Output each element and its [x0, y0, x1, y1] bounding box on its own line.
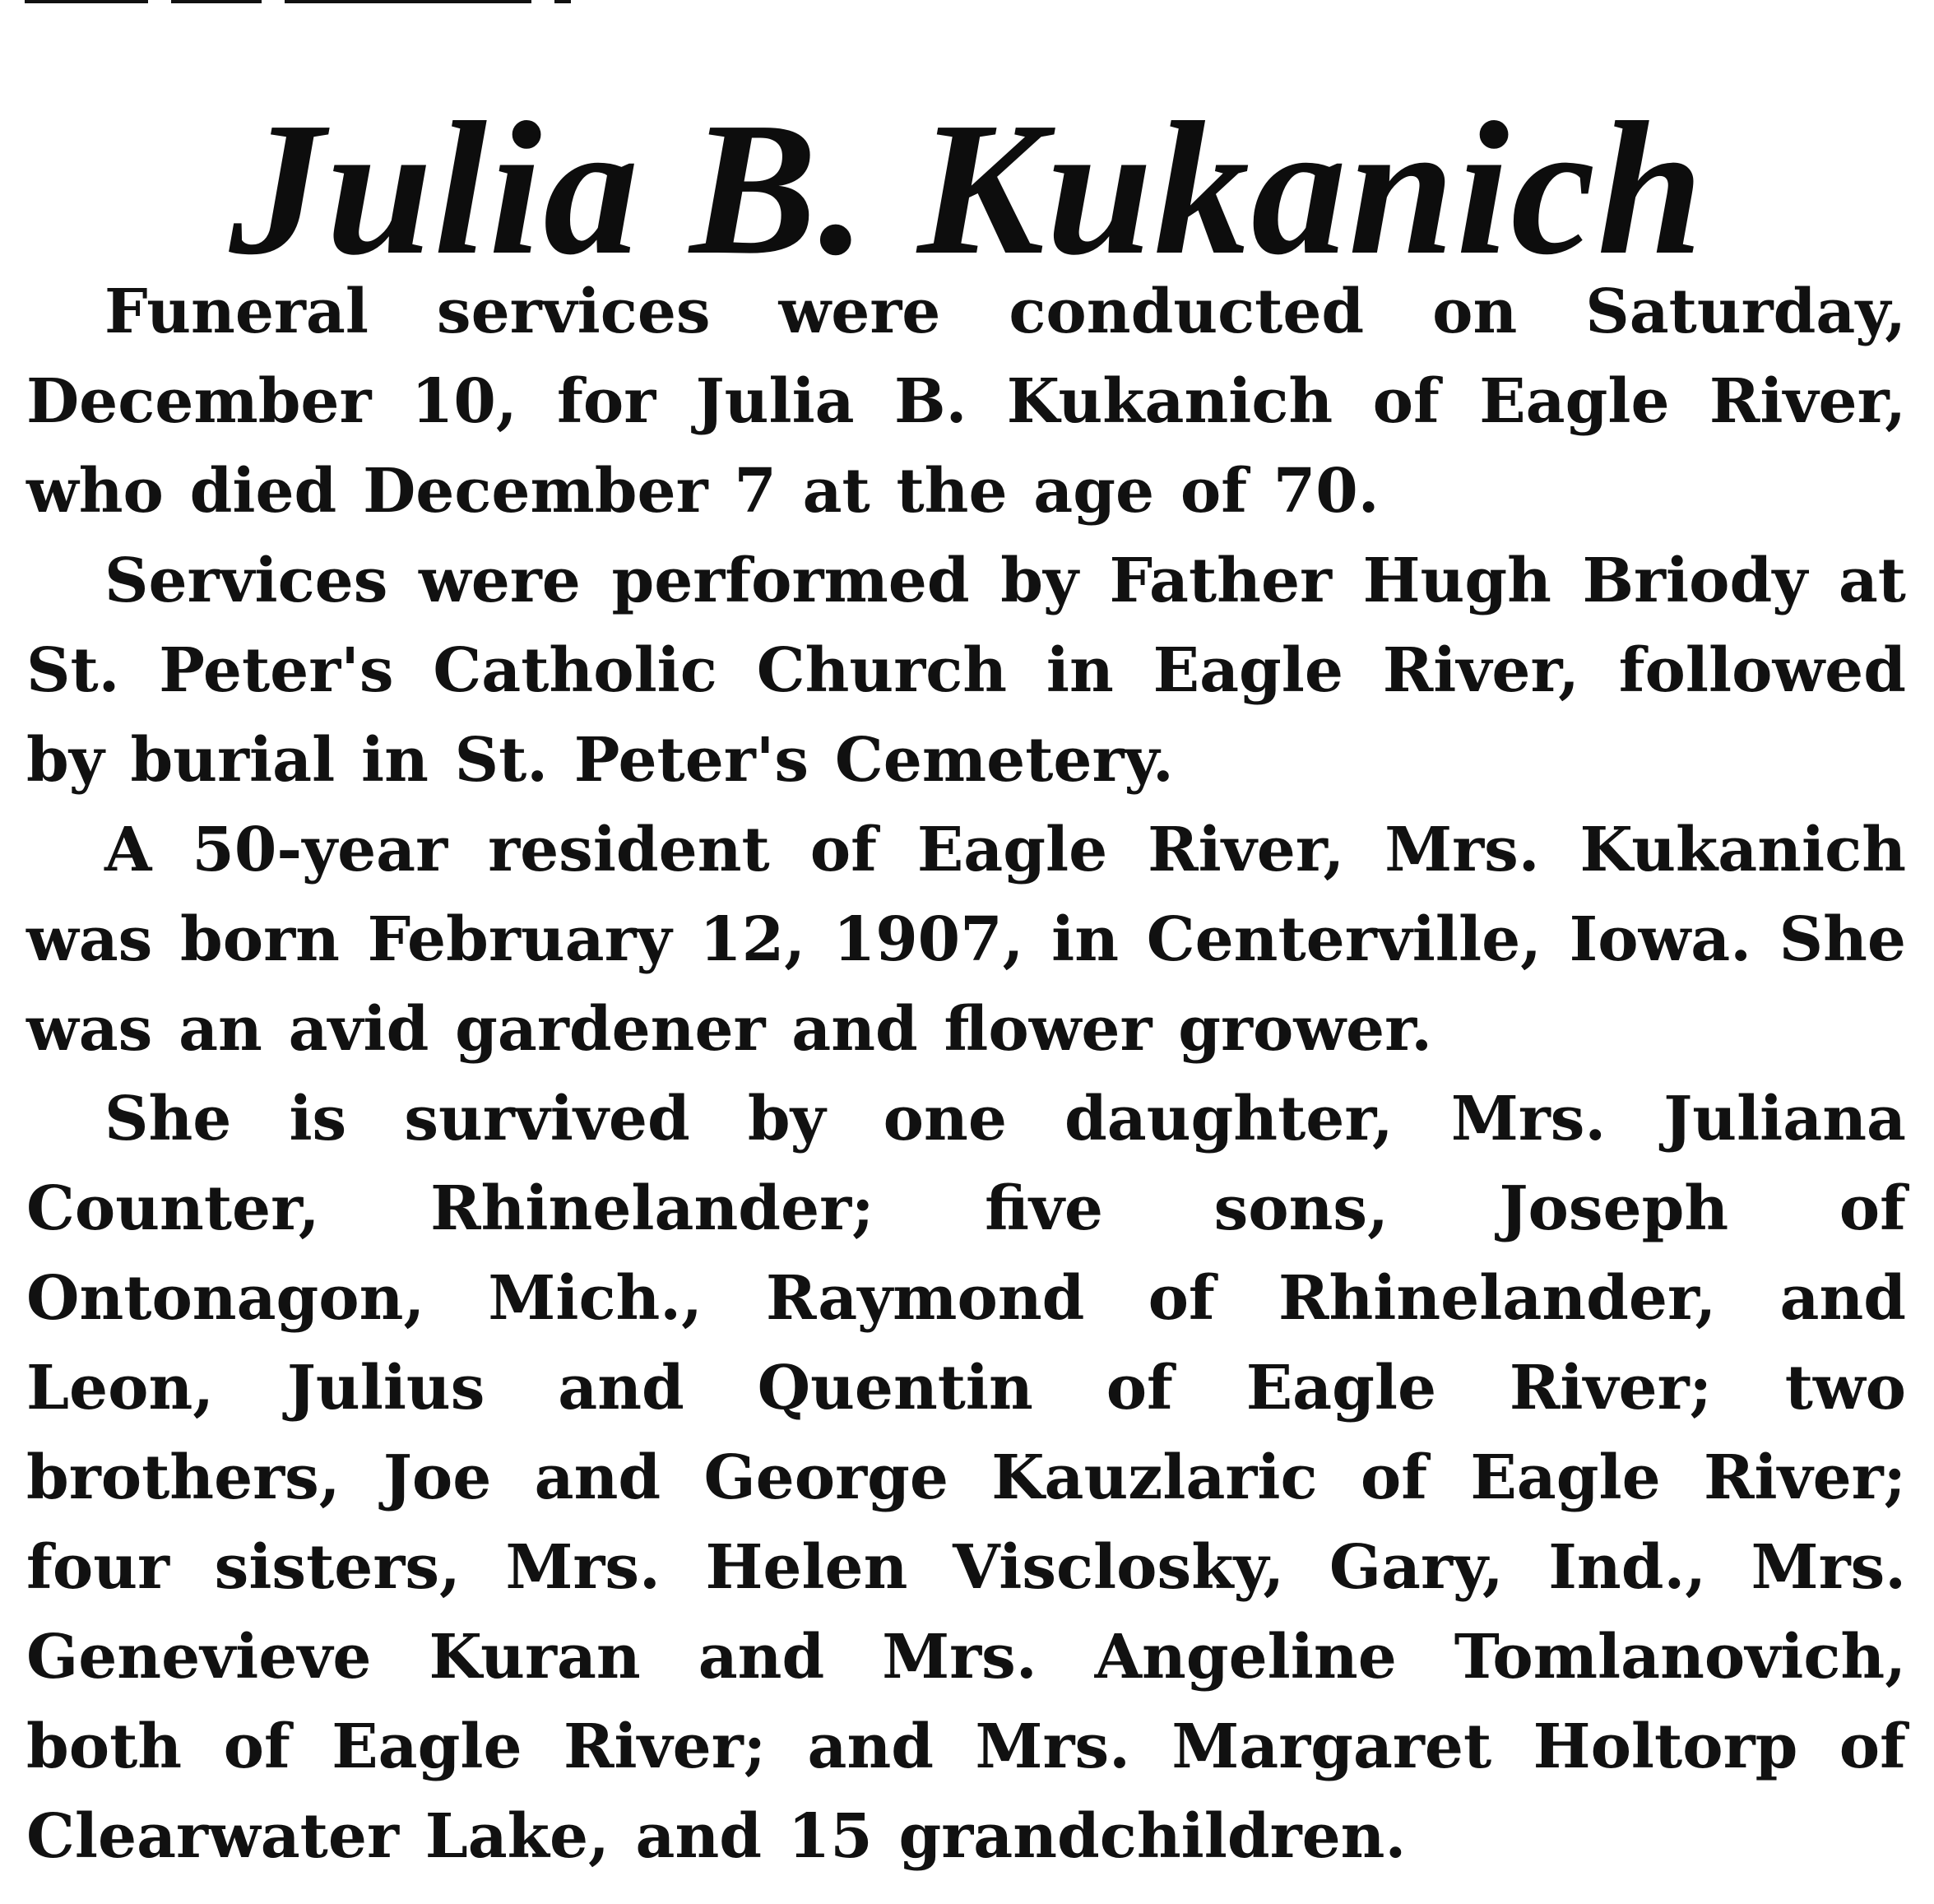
obituary-body — [26, 267, 1906, 1882]
paragraph-survivors: She is survived by one daughter, Mrs. Juliana Counter, Rhinelander; five sons, Joseph of Ontonagon, Mich., Raymond of Rhinelander, and Leon, Julius and Quentin of Eagle River; two brothers, Joe and George Kauzlaric of Eagle River; four sisters, Mrs. Helen Visclosky, Gary, Ind., Mrs. Genevieve Kuran and Mrs. Angeline Tomlanovich, both of Eagle River; and Mrs. Margaret Holtorp of Clearwater Lake, and 15 grandchildren. — [26, 1084, 1906, 1872]
paragraph-services-burial: Services were performed by Father Hugh Briody at St. Peter's Catholic Church in Eagle River, followed by burial in St. Peter's Cemetery. — [26, 546, 1906, 796]
obituary-headline: Julia B. Kukanich — [229, 83, 1705, 295]
paragraph-biography: A 50-year resident of Eagle River, Mrs. Kukanich was born February 12, 1907, in Centerville, Iowa. She was an avid gardener and flower grower. — [26, 815, 1906, 1065]
cut-off-previous-text — [25, 0, 594, 18]
paragraph-funeral-services: Funeral services were conducted on Saturday, December 10, for Julia B. Kukanich of Eagle River, who died December 7 at the age of 70. — [26, 276, 1906, 527]
